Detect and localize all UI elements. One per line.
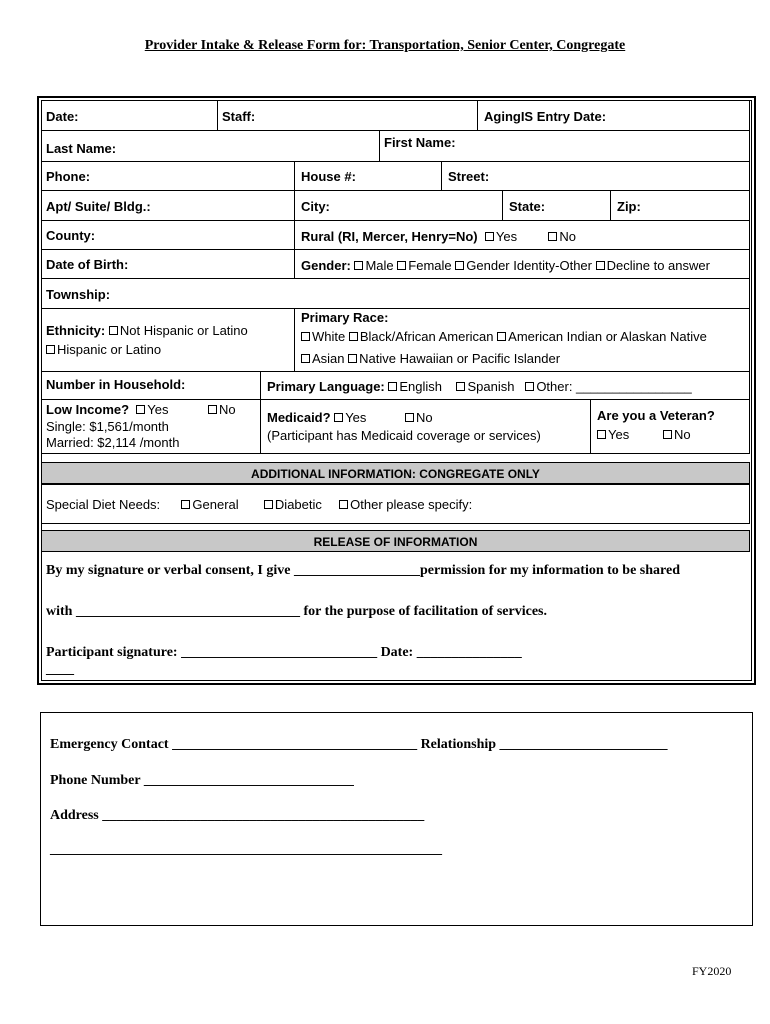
congregate-section-header: ADDITIONAL INFORMATION: CONGREGATE ONLY	[41, 462, 750, 484]
date-cell[interactable]	[41, 100, 218, 131]
race-black-option[interactable]: Black/African American	[349, 329, 494, 344]
medicaid-label: Medicaid?	[267, 410, 331, 425]
language-other-option[interactable]: Other: ________________	[525, 379, 691, 394]
race-asian-option[interactable]: Asian	[301, 351, 345, 366]
staff-label: Staff:	[222, 109, 256, 124]
special-diet-row	[41, 484, 750, 524]
staff-cell[interactable]	[217, 100, 478, 131]
ethnicity-hispanic-option[interactable]: Hispanic or Latino	[46, 342, 161, 357]
primary-race-label: Primary Race:	[301, 310, 389, 325]
medicaid-no-option[interactable]: No	[405, 410, 433, 425]
married-income-threshold: Married: $2,114 /month	[46, 435, 180, 450]
emergency-address-line[interactable]: Address ______________________________________________	[50, 808, 425, 823]
veteran-yes-option[interactable]: Yes	[597, 427, 629, 442]
zip-cell[interactable]	[610, 190, 750, 221]
agingis-entry-date-cell[interactable]	[477, 100, 750, 131]
rural-label: Rural (RI, Mercer, Henry=No)	[301, 229, 478, 244]
ethnicity-label: Ethnicity:	[46, 323, 106, 338]
rural-no-option[interactable]: No	[548, 229, 576, 244]
state-cell[interactable]	[502, 190, 611, 221]
emergency-address-line-2[interactable]: ________________________________________________________	[50, 842, 442, 857]
date-label: Date:	[46, 109, 79, 124]
township-cell[interactable]	[41, 278, 750, 309]
county-cell[interactable]	[41, 220, 295, 250]
special-diet-label: Special Diet Needs:	[46, 497, 161, 512]
veteran-label: Are you a Veteran?	[597, 408, 715, 423]
date-of-birth-label: Date of Birth:	[46, 257, 129, 272]
household-cell[interactable]	[41, 371, 261, 400]
language-english-option[interactable]: English	[388, 379, 442, 394]
rural-yes-option[interactable]: Yes	[485, 229, 517, 244]
low-income-cell	[41, 399, 261, 454]
low-income-label: Low Income?	[46, 402, 130, 417]
gender-male-option[interactable]: Male	[354, 258, 393, 273]
street-cell[interactable]	[441, 161, 750, 191]
medicaid-yes-option[interactable]: Yes	[334, 410, 366, 425]
agingis-entry-date-label: AgingIS Entry Date:	[484, 109, 607, 124]
release-section-header: RELEASE OF INFORMATION	[41, 530, 750, 552]
veteran-cell	[590, 399, 750, 454]
fiscal-year-label: FY2020	[692, 964, 732, 978]
medicaid-note: (Participant has Medicaid coverage or services)	[267, 428, 541, 443]
gender-label: Gender:	[301, 258, 351, 273]
primary-race-cell	[294, 308, 750, 372]
zip-label: Zip:	[617, 199, 641, 214]
primary-language-label: Primary Language:	[267, 379, 385, 394]
city-cell[interactable]	[294, 190, 503, 221]
signature-line-continuation: ____	[46, 662, 74, 677]
street-label: Street:	[448, 169, 490, 184]
phone-label: Phone:	[46, 169, 91, 184]
primary-language-cell	[260, 371, 750, 400]
diet-other-option[interactable]: Other please specify:	[339, 497, 472, 512]
emergency-contact-line[interactable]: Emergency Contact ___________________________________ Relationship ________________________	[50, 737, 668, 752]
race-hawaiian-option[interactable]: Native Hawaiian or Pacific Islander	[348, 351, 560, 366]
apt-suite-bldg-label: Apt/ Suite/ Bldg.:	[46, 199, 151, 214]
phone-cell[interactable]	[41, 161, 295, 191]
participant-signature-line[interactable]: Participant signature: ____________________________ Date: _______________	[46, 645, 522, 660]
low-income-yes-option[interactable]: Yes	[136, 402, 168, 417]
gender-identity-other-option[interactable]: Gender Identity-Other	[455, 258, 592, 273]
diet-general-option[interactable]: General	[181, 497, 238, 512]
gender-cell	[294, 249, 750, 279]
household-label: Number in Household:	[46, 377, 186, 392]
consent-line[interactable]: By my signature or verbal consent, I give __________________permission for my information to be shared	[46, 563, 681, 578]
house-number-cell[interactable]	[294, 161, 442, 191]
form-title: Provider Intake & Release Form for: Transportation, Senior Center, Congregate	[144, 38, 626, 53]
gender-female-option[interactable]: Female	[397, 258, 451, 273]
rural-cell	[294, 220, 750, 250]
medicaid-cell	[260, 399, 591, 454]
first-name-label: First Name:	[384, 135, 456, 150]
shared-with-line[interactable]: with ________________________________ for the purpose of facilitation of services.	[46, 604, 547, 619]
apt-suite-bldg-cell[interactable]	[41, 190, 295, 221]
house-number-label: House #:	[301, 169, 356, 184]
last-name-label: Last Name:	[46, 141, 117, 156]
single-income-threshold: Single: $1,561/month	[46, 419, 169, 434]
county-label: County:	[46, 228, 96, 243]
diet-diabetic-option[interactable]: Diabetic	[264, 497, 322, 512]
race-white-option[interactable]: White	[301, 329, 345, 344]
last-name-cell[interactable]	[41, 130, 380, 162]
rural-yes-checkbox[interactable]	[485, 232, 494, 241]
first-name-cell[interactable]	[379, 130, 750, 162]
ethnicity-cell	[41, 308, 295, 372]
city-label: City:	[301, 199, 330, 214]
language-spanish-option[interactable]: Spanish	[456, 379, 514, 394]
ethnicity-not-hispanic-option[interactable]: Not Hispanic or Latino	[109, 323, 248, 338]
low-income-no-option[interactable]: No	[208, 402, 236, 417]
race-american-indian-option[interactable]: American Indian or Alaskan Native	[497, 329, 707, 344]
veteran-no-option[interactable]: No	[663, 427, 691, 442]
rural-no-checkbox[interactable]	[548, 232, 557, 241]
township-label: Township:	[46, 287, 111, 302]
date-of-birth-cell[interactable]	[41, 249, 295, 279]
emergency-phone-line[interactable]: Phone Number ______________________________	[50, 773, 354, 788]
state-label: State:	[509, 199, 546, 214]
gender-decline-option[interactable]: Decline to answer	[596, 258, 710, 273]
